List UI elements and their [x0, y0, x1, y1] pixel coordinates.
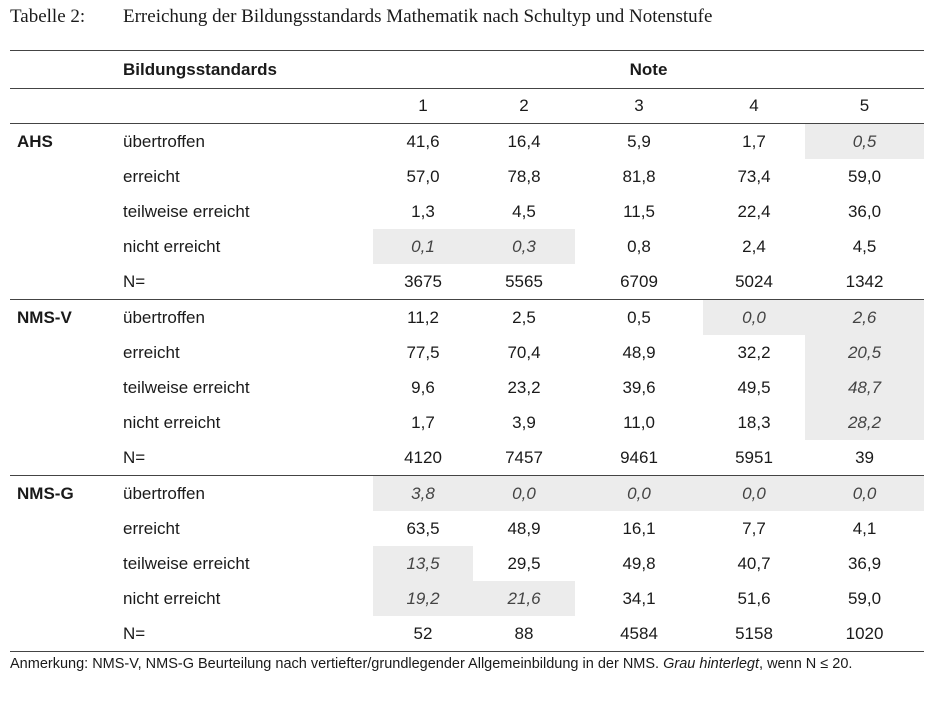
- value-cell: 4,5: [852, 236, 877, 256]
- group-label: [10, 229, 123, 264]
- value-cell: 6709: [620, 271, 658, 291]
- value-cell: 4,5: [512, 201, 536, 221]
- value-cell: 41,6: [373, 124, 473, 160]
- group-label: [10, 264, 123, 300]
- group-label: [10, 335, 123, 370]
- value-cell: 51,6: [737, 588, 771, 608]
- value-cell: 21,6: [473, 581, 575, 616]
- table-row: [10, 440, 924, 476]
- value-cell: 11,5: [623, 201, 655, 221]
- value-cell: 0,3: [473, 229, 575, 264]
- grade-4: 4: [703, 89, 805, 124]
- table-row: [10, 194, 924, 229]
- table-caption: [10, 6, 712, 28]
- standard-label: N=: [123, 616, 373, 652]
- value-cell: 1020: [805, 616, 924, 652]
- value-cell: 5024: [735, 271, 773, 291]
- value-cell: 4120: [404, 447, 442, 467]
- group-label: [10, 546, 123, 581]
- standard-label: erreicht: [123, 342, 180, 362]
- value-cell: 0,0: [805, 476, 924, 512]
- grade-2: 2: [473, 89, 575, 124]
- group-label: [10, 511, 123, 546]
- value-cell: 48,7: [805, 370, 924, 405]
- value-cell: 63,5: [406, 518, 440, 538]
- value-cell: 16,4: [473, 124, 575, 160]
- standard-label: teilweise erreicht: [123, 377, 250, 397]
- value-cell: 23,2: [507, 377, 541, 397]
- value-cell: 59,0: [847, 588, 882, 608]
- value-cell: 52: [373, 616, 473, 652]
- standard-label: übertroffen: [123, 124, 373, 160]
- value-cell: 48,9: [622, 342, 656, 362]
- value-cell: 0,0: [703, 300, 805, 336]
- footnote-italic: Grau hinterlegt: [663, 656, 760, 672]
- group-label: AHS: [10, 124, 123, 160]
- value-cell: 70,4: [507, 342, 541, 362]
- group-label: [10, 581, 123, 616]
- results-table: [10, 50, 924, 652]
- table-row: [10, 476, 924, 512]
- footnote: [10, 656, 926, 673]
- value-cell: 57,0: [406, 166, 440, 186]
- value-cell: 2,6: [805, 300, 924, 336]
- value-cell: 88: [473, 616, 575, 652]
- footnote-text: Anmerkung: NMS-V, NMS-G Beurteilung nach vertiefter/grundlegender Allgemeinbildung in der NMS.: [10, 656, 660, 672]
- value-cell: 3675: [404, 271, 442, 291]
- value-cell: 9461: [620, 447, 658, 467]
- group-label: [10, 440, 123, 476]
- standard-label: übertroffen: [123, 300, 373, 336]
- table-row: [10, 264, 924, 300]
- table-row: [10, 405, 924, 440]
- value-cell: 29,5: [507, 553, 541, 573]
- group-label: [10, 370, 123, 405]
- value-cell: 0,0: [473, 476, 575, 512]
- value-cell: 11,0: [623, 412, 655, 432]
- value-cell: 49,8: [622, 553, 656, 573]
- standard-label: teilweise erreicht: [123, 553, 250, 573]
- group-label: [10, 159, 123, 194]
- caption-title: Erreichung der Bildungsstandards Mathematik nach Schultyp und Notenstufe: [123, 6, 713, 27]
- value-cell: 78,8: [507, 166, 541, 186]
- table-row: [10, 511, 924, 546]
- grade-empty-2: [123, 89, 373, 124]
- value-cell: 36,0: [847, 201, 882, 221]
- table-row: [10, 546, 924, 581]
- value-cell: 1342: [845, 271, 884, 291]
- table-row: [10, 229, 924, 264]
- caption-label: Tabelle 2:: [10, 6, 86, 27]
- value-cell: 0,0: [703, 476, 805, 512]
- group-label: NMS-G: [10, 476, 123, 512]
- value-cell: 7457: [505, 447, 543, 467]
- value-cell: 4,1: [852, 518, 877, 538]
- value-cell: 5,9: [575, 124, 703, 160]
- value-cell: 32,2: [737, 342, 771, 362]
- value-cell: 39: [855, 447, 874, 467]
- value-cell: 11,2: [373, 300, 473, 336]
- standard-label: N=: [123, 447, 146, 467]
- value-cell: 0,1: [373, 229, 473, 264]
- grade-3: 3: [575, 89, 703, 124]
- value-cell: 19,2: [373, 581, 473, 616]
- value-cell: 3,8: [373, 476, 473, 512]
- standard-label: teilweise erreicht: [123, 201, 250, 221]
- standard-label: nicht erreicht: [123, 412, 221, 432]
- value-cell: 9,6: [411, 377, 435, 397]
- value-cell: 49,5: [737, 377, 771, 397]
- value-cell: 39,6: [622, 377, 656, 397]
- value-cell: 5951: [735, 447, 773, 467]
- value-cell: 59,0: [847, 166, 882, 186]
- footnote-tail: , wenn N ≤ 20.: [759, 656, 853, 672]
- table-row: [10, 370, 924, 405]
- value-cell: 0,8: [627, 236, 651, 256]
- value-cell: 0,5: [575, 300, 703, 336]
- value-cell: 48,9: [507, 518, 541, 538]
- standard-label: übertroffen: [123, 476, 373, 512]
- group-label: [10, 194, 123, 229]
- standard-label: erreicht: [123, 166, 180, 186]
- value-cell: 0,0: [575, 476, 703, 512]
- value-cell: 1,3: [411, 201, 435, 221]
- table-row: [10, 581, 924, 616]
- value-cell: 7,7: [742, 518, 766, 538]
- value-cell: 16,1: [622, 518, 656, 538]
- value-cell: 2,4: [742, 236, 766, 256]
- standard-label: nicht erreicht: [123, 588, 221, 608]
- header-empty: [10, 51, 123, 89]
- grade-row: [10, 89, 924, 124]
- table-row: [10, 159, 924, 194]
- value-cell: 0,5: [805, 124, 924, 160]
- group-label: [10, 405, 123, 440]
- value-cell: 28,2: [805, 405, 924, 440]
- value-cell: 5565: [505, 271, 543, 291]
- standard-label: nicht erreicht: [123, 236, 221, 256]
- value-cell: 22,4: [737, 201, 771, 221]
- standard-label: erreicht: [123, 518, 180, 538]
- value-cell: 36,9: [847, 553, 882, 573]
- grade-1: 1: [373, 89, 473, 124]
- value-cell: 5158: [703, 616, 805, 652]
- value-cell: 77,5: [406, 342, 440, 362]
- table-row: [10, 335, 924, 370]
- value-cell: 2,5: [473, 300, 575, 336]
- grade-empty-1: [10, 89, 123, 124]
- grade-5: 5: [805, 89, 924, 124]
- value-cell: 18,3: [737, 412, 771, 432]
- group-label: [10, 616, 123, 652]
- value-cell: 40,7: [737, 553, 771, 573]
- value-cell: 73,4: [737, 166, 771, 186]
- value-cell: 4584: [575, 616, 703, 652]
- header-standards: Bildungsstandards: [123, 51, 373, 89]
- value-cell: 3,9: [512, 412, 536, 432]
- standard-label: N=: [123, 271, 146, 291]
- group-label: NMS-V: [10, 300, 123, 336]
- value-cell: 20,5: [805, 335, 924, 370]
- table-row: [10, 616, 924, 652]
- value-cell: 1,7: [411, 412, 435, 432]
- header-row: [10, 51, 924, 89]
- header-note: Note: [373, 51, 924, 89]
- value-cell: 1,7: [703, 124, 805, 160]
- table-row: [10, 300, 924, 336]
- table-row: [10, 124, 924, 160]
- value-cell: 13,5: [373, 546, 473, 581]
- value-cell: 34,1: [622, 588, 656, 608]
- value-cell: 81,8: [622, 166, 656, 186]
